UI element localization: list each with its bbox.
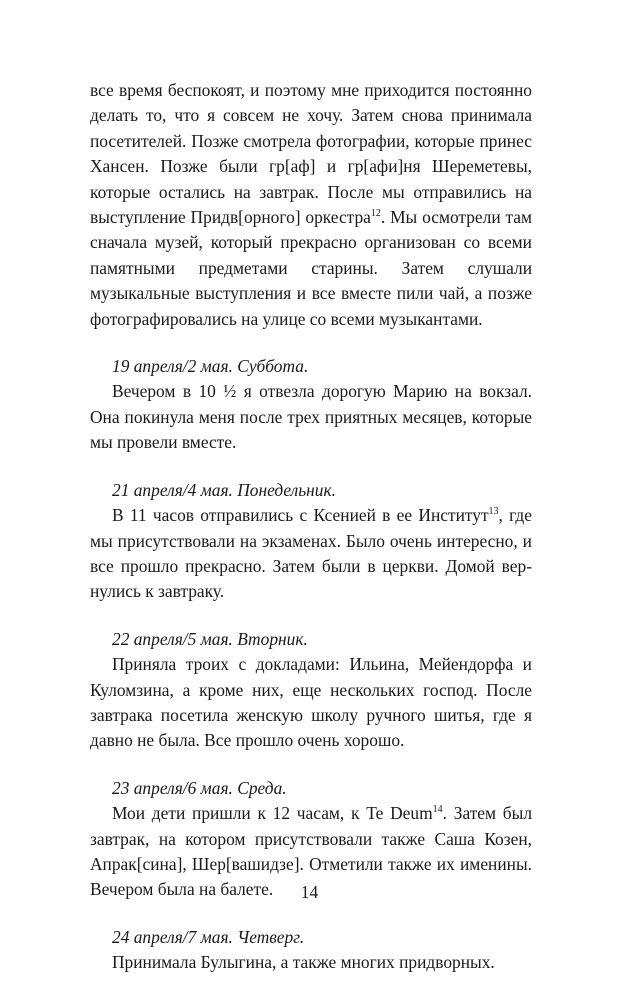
entry-date: 22 апреля/5 мая. Вторник. <box>112 628 308 649</box>
footnote-ref-14: 14 <box>432 804 443 816</box>
entry-text-part-1: В 11 часов отправились с Ксенией в ее Институт <box>112 505 489 526</box>
diary-entry-24-april <box>90 925 532 976</box>
entry-text: Принимала Булыгина, а также многих придворных. <box>112 952 495 973</box>
entry-text <box>90 503 532 605</box>
opening-text-part-1: все время беспокоят, и поэтому мне приходится постоянно делать то, что я совсем не хочу. Затем снова принимала посетителей. Позже смотрела фотографии, которые принес Хансен. Позже были гр[аф] и гр[афи]ня Шереметевы, которые остались на завтрак. После мы отправились на выступление Придв[орного] оркестра <box>90 80 532 228</box>
entry-date: 21 апреля/4 мая. Понедельник. <box>112 479 336 500</box>
footnote-ref-12: 12 <box>370 208 381 220</box>
entry-text-part-2: , где мы присутствовали на экзаменах. Было очень интересно, и все прошло прекрасно. Затем были в церкви. Домой вернулись к завтраку. <box>90 505 533 602</box>
entry-date: 24 апреля/7 мая. Четверг. <box>112 926 305 947</box>
entry-date: 23 апреля/6 мая. Среда. <box>112 777 287 798</box>
diary-entry-21-april <box>90 478 532 605</box>
footnote-ref-13: 13 <box>488 506 499 518</box>
entry-date: 19 апреля/2 мая. Суббота. <box>112 356 309 377</box>
entry-text: Приняла троих с докладами: Ильина, Мейендорфа и Куломзина, а кроме них, еще нескольких господ. После завтрака посетила женскую школу ручного шитья, где я давно не была. Все прошло очень хорошо. <box>90 654 532 751</box>
entry-text: Вечером в 10 ½ я отвезла дорогую Марию на вокзал. Она покинула меня после трех приятных месяцев, которые мы провели вместе. <box>90 381 532 453</box>
entry-text-part-2: . Затем был завтрак, на котором присутствовали также Саша Козен, Апрак[сина], Шер[вашидзе]. Отметили также их именины. Вечером была на балете. <box>90 803 532 900</box>
page-body <box>90 78 532 976</box>
opening-paragraph <box>90 78 532 332</box>
diary-entry-19-april <box>90 354 532 456</box>
opening-text-part-2: . Мы осмотрели там сначала музей, который прекрасно организован со всеми памятными предметами старины. Затем слушали музыкальные выступления и все вместе пили чай, а позже фотографировались на улице со всеми музыкантами. <box>90 207 533 329</box>
entry-text-part-1: Мои дети пришли к 12 часам, к Te Deum <box>112 803 433 824</box>
diary-entry-22-april <box>90 627 532 754</box>
page-number: 14 <box>300 882 319 902</box>
